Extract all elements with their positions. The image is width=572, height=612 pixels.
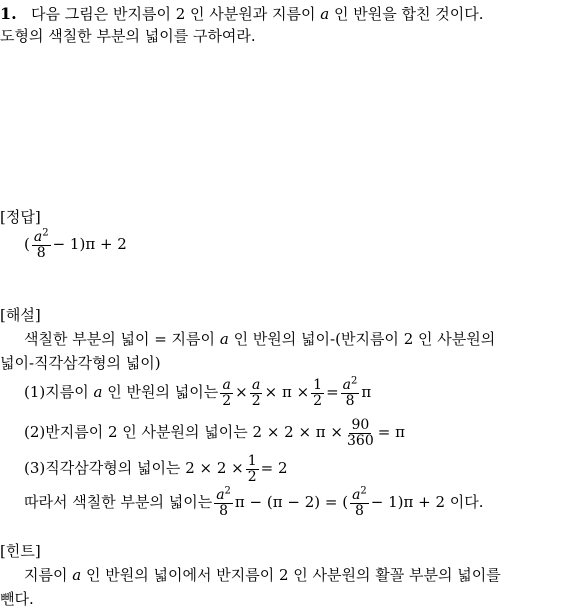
answer-expression <box>24 227 127 261</box>
step1-pi: π <box>361 383 372 402</box>
step-3 <box>24 454 288 484</box>
hint-var-a: a <box>72 566 82 584</box>
hint-text-1b: 인 반원의 넓이에서 반지름이 2 인 사분원의 활꼴 부분의 넓이를 <box>86 566 501 584</box>
step1-prefix: (1)지름이 <box>24 383 89 402</box>
step1-mid: 인 반원의 넓이는 <box>107 383 219 402</box>
step1-times2: × π × <box>264 383 310 402</box>
answer-frac-sup: 2 <box>42 227 49 239</box>
problem-text-part2: 인 반원을 합친 것이다. <box>334 5 484 23</box>
hint-line-2: 뺀다. <box>0 590 34 608</box>
hint-label: [힌트] <box>0 542 41 560</box>
step1-eq: = <box>326 383 339 402</box>
answer-rest: − 1)π + 2 <box>52 235 127 254</box>
step2-frac: $\frac{90}{360}$ <box>347 417 374 449</box>
conclusion-tail: − 1)π + 2 이다. <box>370 493 484 512</box>
problem-line-1 <box>0 4 484 25</box>
explanation-line-2: 넓이-직각삼각형의 넓이) <box>0 354 161 372</box>
step1-frac3: $\frac{1}{2}$ <box>313 377 323 409</box>
step2-tail: = π <box>377 423 405 442</box>
step2-prefix: (2)반지름이 2 인 사분원의 넓이는 2 × 2 × π × <box>24 423 344 442</box>
hint-line-1 <box>24 566 501 586</box>
step1-frac4: $\frac{a^2}{8}$ <box>342 375 358 409</box>
answer-frac-den: 8 <box>36 244 46 261</box>
variable-a: a <box>320 5 330 23</box>
step1-var-a: a <box>93 383 103 402</box>
hint-text-1a: 지름이 <box>24 566 68 584</box>
expl-var-a: a <box>219 330 229 348</box>
step1-frac2: $\frac{a}{2}$ <box>251 377 261 409</box>
step3-frac: $\frac{1}{2}$ <box>247 453 257 485</box>
problem-number: 1. <box>0 4 17 23</box>
step-2 <box>24 418 405 448</box>
explanation-label: [해설] <box>0 306 41 324</box>
answer-fraction <box>32 227 51 261</box>
conclusion <box>24 485 484 519</box>
explanation-line-1 <box>24 330 495 350</box>
expl-text-1a: 색칠한 부분의 넓이 = 지름이 <box>24 330 216 348</box>
conclusion-mid: π − (π − 2) = ( <box>234 493 349 512</box>
step1-frac1: $\frac{a}{2}$ <box>222 377 232 409</box>
conclusion-prefix: 따라서 색칠한 부분의 넓이는 <box>24 493 213 512</box>
answer-open-paren: ( <box>24 235 30 254</box>
step3-tail: = 2 <box>260 459 288 478</box>
problem-text-part1: 다음 그림은 반지름이 2 인 사분원과 지름이 <box>31 5 316 23</box>
answer-label: [정답] <box>0 208 41 226</box>
answer-frac-num: a <box>33 229 43 245</box>
problem-line-2: 도형의 색칠한 부분의 넓이를 구하여라. <box>0 27 256 45</box>
step3-prefix: (3)직각삼각형의 넓이는 2 × 2 × <box>24 459 244 478</box>
conclusion-frac1: $\frac{a^2}{8}$ <box>216 485 231 519</box>
expl-text-1b: 인 반원의 넓이-(반지름이 2 인 사분원의 <box>233 330 496 348</box>
step-1 <box>24 375 372 409</box>
step1-times1: × <box>235 383 248 402</box>
conclusion-frac2: $\frac{a^2}{8}$ <box>352 485 367 519</box>
